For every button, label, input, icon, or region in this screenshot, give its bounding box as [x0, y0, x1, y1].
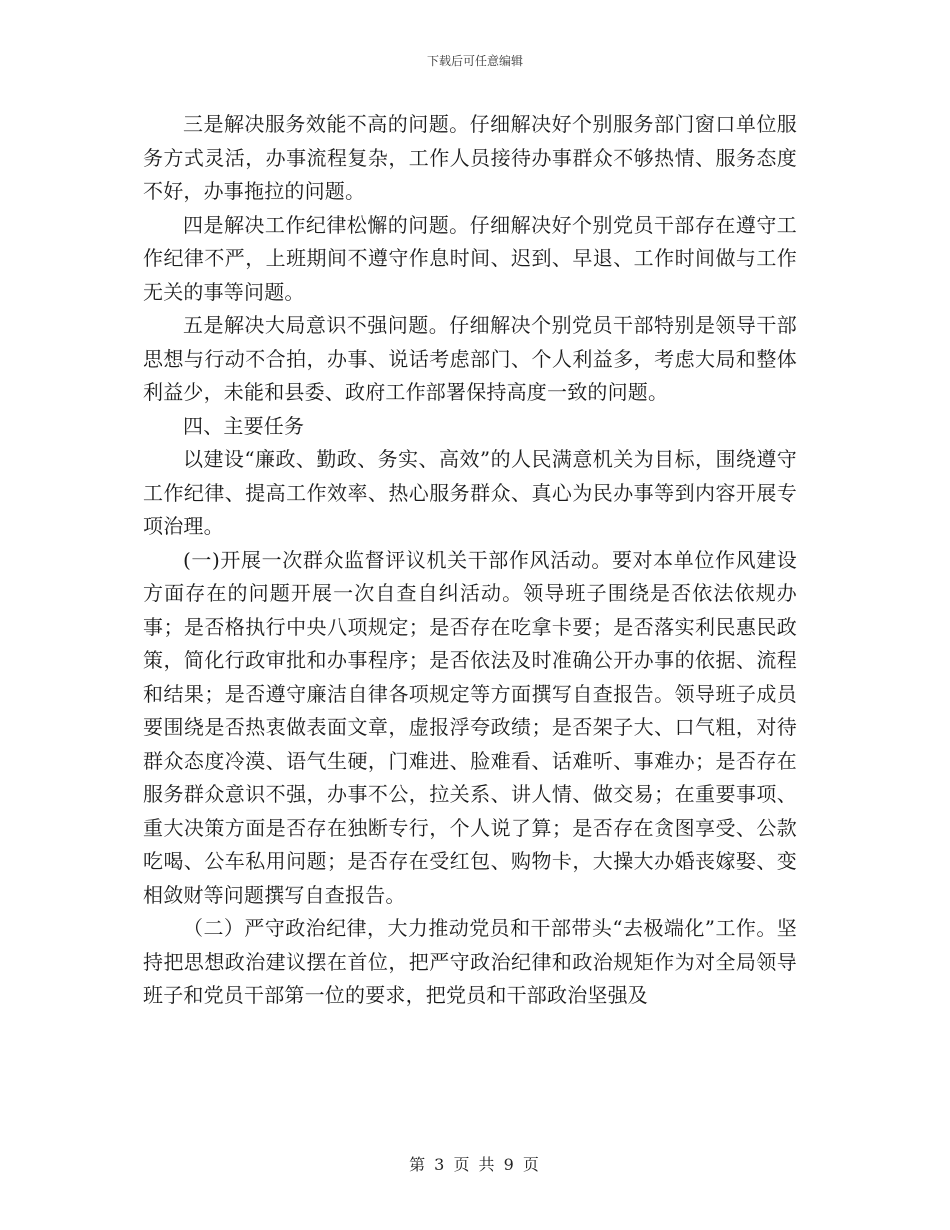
- paragraph-task-two: （二）严守政治纪律，大力推动党员和干部带头“去极端化”工作。坚持把思想政治建议摆在首位，把严守政治纪律和政治规矩作为对全局领导班子和党员干部第一位的要求，把党员和干部政治坚强及: [143, 916, 797, 1007]
- page-number: 第 3 页 共 9 页: [409, 1155, 541, 1174]
- paragraph-overall-awareness: 五是解决大局意识不强问题。仔细解决个别党员干部特别是领导干部思想与行动不合拍，办事、说话考虑部门、个人利益多，考虑大局和整体利益少，未能和县委、政府工作部署保持高度一致的问题。: [143, 313, 797, 404]
- paragraph-work-discipline: 四是解决工作纪律松懈的问题。仔细解决好个别党员干部存在遵守工作纪律不严，上班期间不遵守作息时间、迟到、早退、工作时间做与工作无关的事等问题。: [143, 212, 797, 304]
- document-body: [143, 108, 797, 1013]
- paragraph-task-goal: 以建设“廉政、勤政、务实、高效”的人民满意机关为目标，围绕遵守工作纪律、提高工作效率、热心服务群众、真心为民办事等到内容开展专项治理。: [143, 447, 797, 538]
- paragraph-service-efficiency: 三是解决服务效能不高的问题。仔细解决好个别服务部门窗口单位服务方式灵活，办事流程复杂，工作人员接待办事群众不够热情、服务态度不好，办事拖拉的问题。: [143, 112, 797, 203]
- page-header: 下载后可任意编辑: [426, 54, 523, 68]
- paragraph-task-one: (一)开展一次群众监督评议机关干部作风活动。要对本单位作风建设方面存在的问题开展一次自查自纠活动。领导班子围绕是否依法依规办事；是否格执行中央八项规定；是否存在吃拿卡要；是否落实利民惠民政策，简化行政审批和办事程序；是否依法及时准确公开办事的依据、流程和结果；是否遵守廉洁自律各项规定等方面撰写自查报告。领导班子成员要围绕是否热衷做表面文章，虚报浮夸政绩；是否架子大、口气粗，对待群众态度冷漠、语气生硬，门难进、脸难看、话难听、事难办；是否存在服务群众意识不强，办事不公，拉关系、讲人情、做交易；在重要事项、重大决策方面是否存在独断专行，个人说了算；是否存在贪图享受、公款吃喝、公车私用问题；是否存在受红包、购物卡，大操大办婚丧嫁娶、变相敛财等问题撰写自查报告。: [143, 547, 797, 907]
- section-heading-main-tasks: 四、主要任务: [183, 413, 305, 438]
